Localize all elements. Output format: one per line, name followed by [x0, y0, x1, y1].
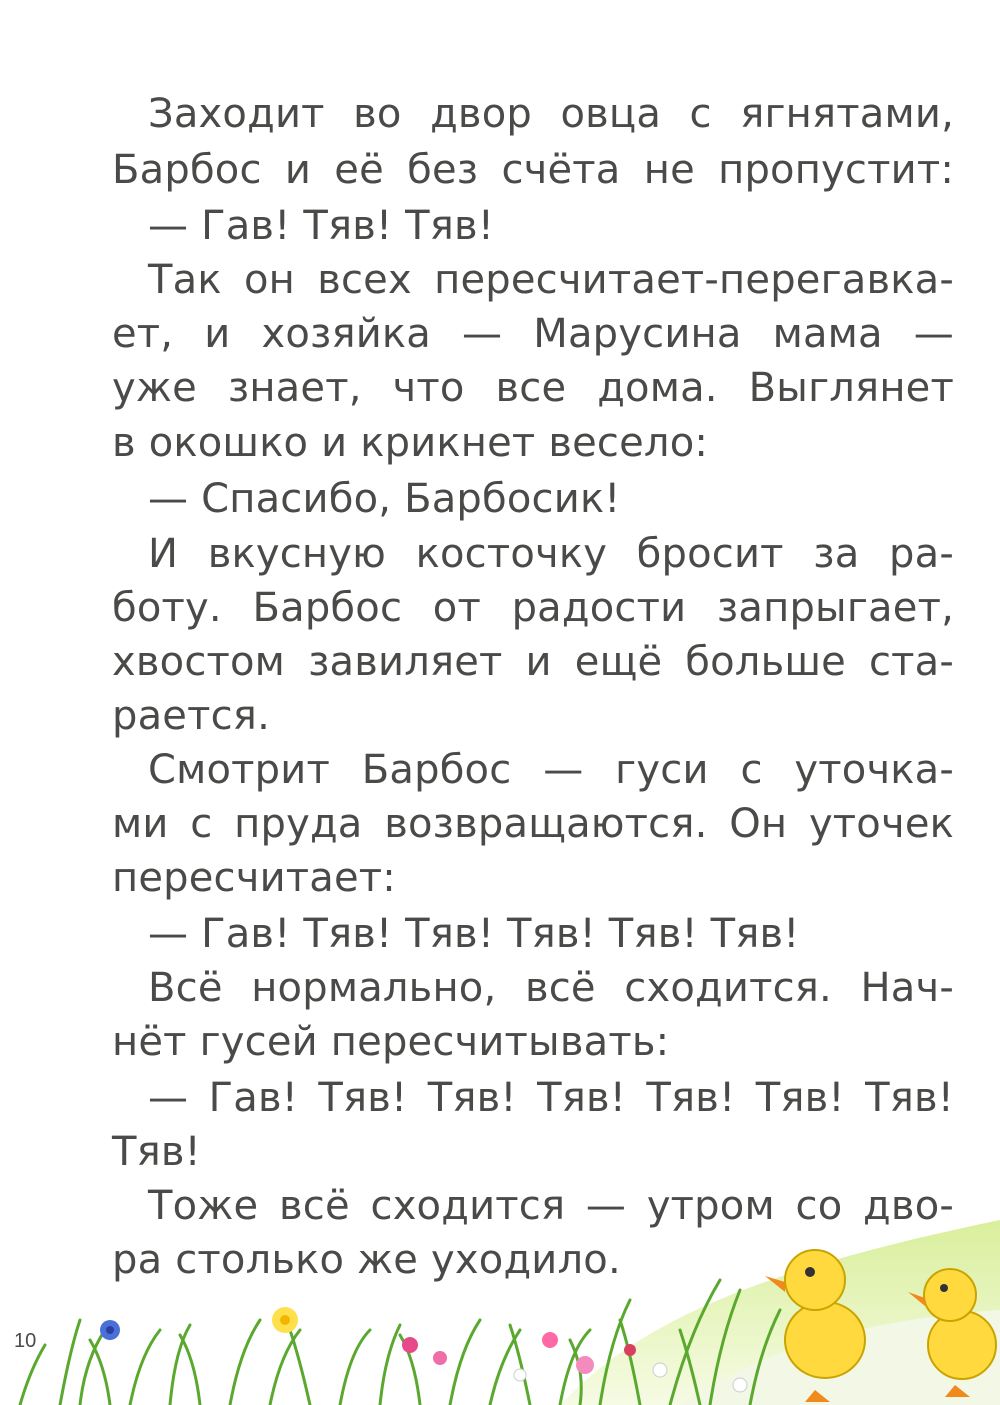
text-line: — Гав! Тяв! Тяв! Тяв! Тяв! Тяв!	[148, 911, 800, 957]
text-line: рается.	[112, 693, 270, 739]
text-line: в окошко и крикнет весело:	[112, 420, 709, 466]
text-line: И вкусную косточку бросит за ра-	[148, 531, 954, 577]
text-line: нёт гусей пересчитывать:	[112, 1019, 670, 1065]
text-line: Всё нормально, всё сходится. Нач-	[148, 965, 954, 1011]
text-line: Так он всех пересчитает-перегавка-	[148, 257, 954, 303]
text-line: пересчитает:	[112, 855, 396, 901]
text-line: — Спасибо, Барбосик!	[148, 476, 621, 522]
text-line: Тяв!	[112, 1129, 201, 1175]
text-line: — Гав! Тяв! Тяв!	[148, 203, 495, 249]
text-line: ет, и хозяйка — Марусина мама —	[112, 311, 954, 357]
meadow-illustration	[0, 1180, 1000, 1405]
text-line: уже знает, что все дома. Выглянет	[112, 365, 954, 411]
text-line: хвостом завиляет и ещё больше ста-	[112, 639, 954, 685]
text-line: ра столько же уходило.	[112, 1237, 621, 1283]
text-line: Барбос и её без счёта не пропустит:	[112, 147, 954, 193]
text-line: ми с пруда возвращаются. Он уточек	[112, 801, 954, 847]
text-line: боту. Барбос от радости запрыгает,	[112, 585, 954, 631]
text-line: Тоже всё сходится — утром со дво-	[148, 1183, 954, 1229]
text-line: Смотрит Барбос — гуси с уточка-	[148, 747, 954, 793]
text-line: — Гав! Тяв! Тяв! Тяв! Тяв! Тяв! Тяв!	[148, 1075, 954, 1121]
text-line: Заходит во двор овца с ягнятами,	[148, 91, 954, 137]
page-number: 10	[14, 1330, 37, 1352]
